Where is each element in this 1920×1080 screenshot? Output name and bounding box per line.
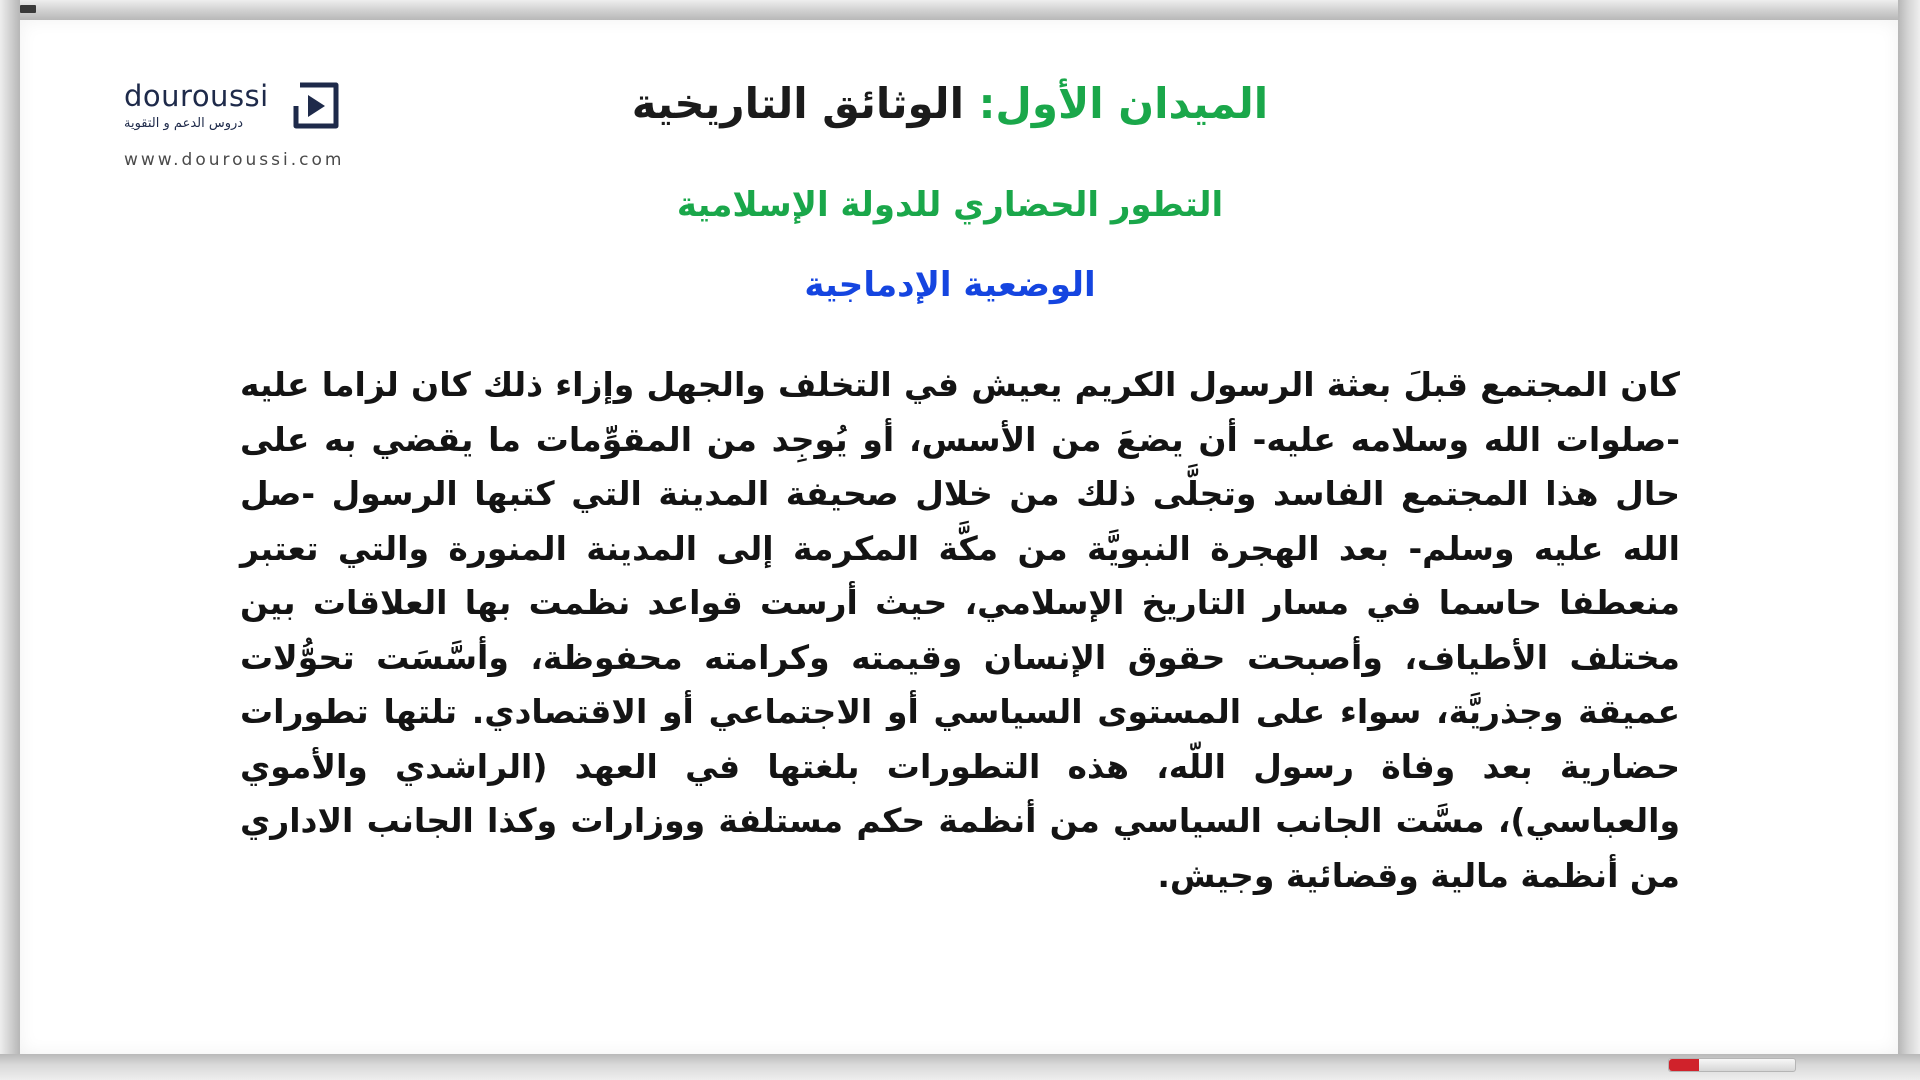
section-heading: الوضعية الإدماجية — [804, 265, 1096, 305]
title-main: الوثائق التاريخية — [631, 79, 979, 128]
lesson-subtitle: التطور الحضاري للدولة الإسلامية — [676, 185, 1224, 225]
frame-clip — [20, 5, 36, 13]
marker-cap — [1669, 1059, 1699, 1071]
play-icon — [288, 80, 344, 134]
body-paragraph: كان المجتمع قبلَ بعثة الرسول الكريم يعيش في التخلف والجهل وإزاء ذلك كان لزاما عليه -صلوات الله وسلامه عليه- أن يضعَ من الأسس، أو يُوجِد من المقوِّمات ما يقضي به على حال هذا المجتمع الفاسد وتجلَّى ذلك من خلال صحيفة المدينة التي كتبها الرسول -صل الله عليه وسلم- بعد الهجرة النبويَّة من مكَّة المكرمة إلى المدينة المنورة والتي تعتبر منعطفا حاسما في مسار التاريخ الإسلامي، حيث أرست قواعد نظمت بها العلاقات بين مختلف الأطياف، وأصبحت حقوق الإنسان وقيمته وكرامته محفوظة، وأسَّسَت تحوُّلات عميقة وجذريَّة، سواء على المستوى السياسي أو الاجتماعي أو الاقتصادي. تلتها تطورات حضارية بعد وفاة رسول اللّه، هذه التطورات بلغتها في العهد (الراشدي والأموي والعباسي)، مسَّت الجانب السياسي من أنظمة حكم مستلفة ووزارات وكذا الجانب الاداري من أنظمة مالية وقضائية وجيش. — [240, 365, 1680, 895]
brand-wordmark: douroussi — [124, 79, 269, 113]
whiteboard-top-rail — [0, 0, 1920, 20]
brand-url[interactable]: www.douroussi.com — [124, 150, 345, 170]
brand-logo[interactable] — [124, 80, 384, 176]
whiteboard-right-rail — [1898, 0, 1920, 1080]
page-title — [500, 74, 1400, 134]
whiteboard-left-rail — [0, 0, 20, 1080]
title-prefix: الميدان الأول: — [978, 79, 1269, 128]
marker-pen — [1668, 1058, 1796, 1072]
brand-tagline: دروس الدعم و التقوية — [124, 116, 244, 131]
whiteboard-bottom-rail — [0, 1054, 1920, 1080]
